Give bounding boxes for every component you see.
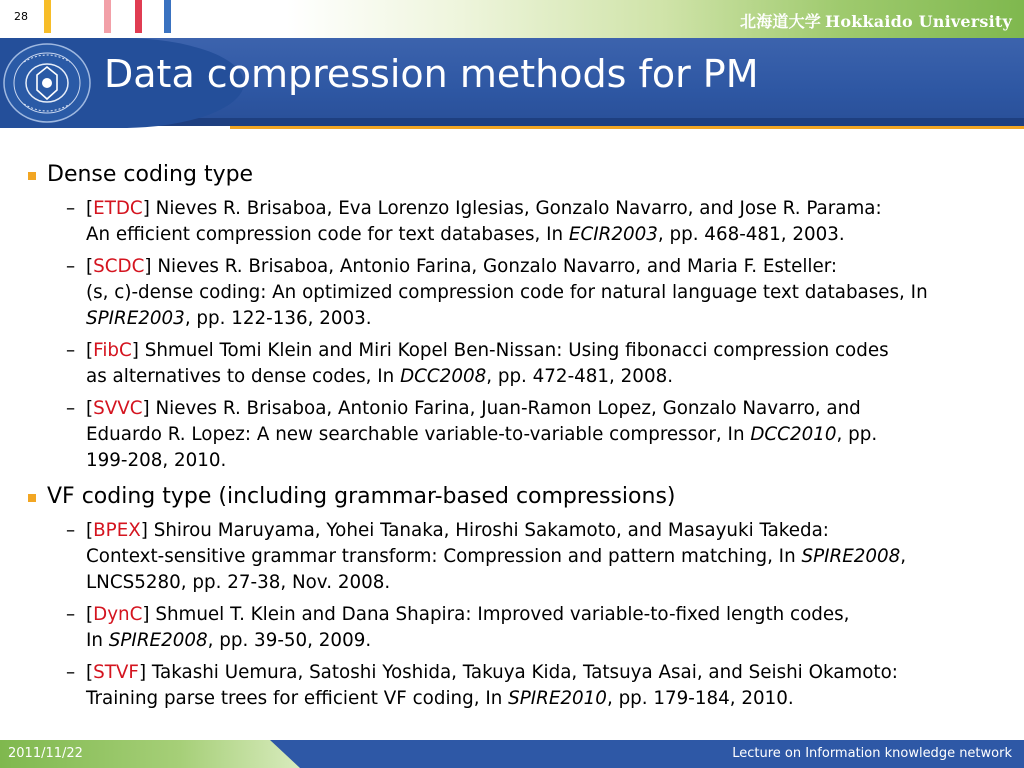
reference-pages: , pp. 468-481, 2003. xyxy=(657,224,845,245)
reference-pages: , pp. 179-184, 2010. xyxy=(606,688,794,709)
dash-marker: – xyxy=(66,662,76,683)
bullet-square-icon xyxy=(28,172,36,180)
dash-marker: – xyxy=(66,198,76,219)
reference-key: BPEX xyxy=(93,520,141,541)
reference-pages: , pp. xyxy=(836,424,878,445)
reference-venue: SPIRE2008 xyxy=(108,630,208,651)
reference-venue: SPIRE2008 xyxy=(801,546,901,567)
reference-pages: 199-208, 2010. xyxy=(86,450,227,471)
reference-key: STVF xyxy=(93,662,139,683)
dash-marker: – xyxy=(66,604,76,625)
title-accent-line xyxy=(230,126,1024,129)
university-seal-icon xyxy=(2,42,92,124)
decorative-stripe-red xyxy=(135,0,142,33)
footer-date: 2011/11/22 xyxy=(8,746,83,761)
reference-key: DynC xyxy=(93,604,143,625)
reference-authors: Shmuel T. Klein and Dana Shapira: Improved variable-to-fixed length codes, xyxy=(155,604,850,625)
reference-title: An efficient compression code for text databases, In xyxy=(86,224,569,245)
reference-venue: ECIR2003 xyxy=(568,224,658,245)
reference-key: SVVC xyxy=(93,398,143,419)
bullet-square-icon xyxy=(28,494,36,502)
dash-marker: – xyxy=(66,520,76,541)
reference-pages: LNCS5280, pp. 27-38, Nov. 2008. xyxy=(86,572,391,593)
dash-marker: – xyxy=(66,256,76,277)
reference-pages: , xyxy=(900,546,907,567)
reference-title: Eduardo R. Lopez: A new searchable variable-to-variable compressor, In xyxy=(86,424,751,445)
reference-venue: SPIRE2003 xyxy=(86,308,185,329)
section-heading-text: VF coding type (including grammar-based compressions) xyxy=(47,484,676,509)
reference-title: In xyxy=(86,630,109,651)
reference-title: (s, c)-dense coding: An optimized compression code for natural language text databases, In xyxy=(86,282,928,303)
reference-title: Context-sensitive grammar transform: Compression and pattern matching, In xyxy=(86,546,802,567)
reference-venue: SPIRE2010 xyxy=(508,688,607,709)
decorative-stripe-yellow xyxy=(44,0,51,33)
reference-key: ETDC xyxy=(93,198,143,219)
reference-title: Training parse trees for efficient VF coding, In xyxy=(86,688,509,709)
reference-venue: DCC2010 xyxy=(750,424,837,445)
university-name-en: Hokkaido University xyxy=(825,12,1012,31)
university-name-jp: 北海道大学 xyxy=(740,12,822,31)
footer-course-title: Lecture on Information knowledge network xyxy=(732,746,1012,761)
reference-authors: Nieves R. Brisaboa, Antonio Farina, Juan-Ramon Lopez, Gonzalo Navarro, and xyxy=(155,398,861,419)
reference-title: as alternatives to dense codes, In xyxy=(86,366,401,387)
reference-authors: Shmuel Tomi Klein and Miri Kopel Ben-Nissan: Using fibonacci compression codes xyxy=(144,340,889,361)
reference-authors: Shirou Maruyama, Yohei Tanaka, Hiroshi Sakamoto, and Masayuki Takeda: xyxy=(153,520,829,541)
slide-title: Data compression methods for PM xyxy=(104,52,759,96)
reference-pages: , pp. 39-50, 2009. xyxy=(207,630,372,651)
section-heading-text: Dense coding type xyxy=(47,162,254,187)
reference-key: SCDC xyxy=(93,256,145,277)
dash-marker: – xyxy=(66,398,76,419)
reference-pages: , pp. 122-136, 2003. xyxy=(184,308,372,329)
reference-venue: DCC2008 xyxy=(400,366,487,387)
reference-key: FibC xyxy=(93,340,132,361)
decorative-stripe-pink xyxy=(104,0,111,33)
reference-authors: Takashi Uemura, Satoshi Yoshida, Takuya Kida, Tatsuya Asai, and Seishi Okamoto: xyxy=(151,662,898,683)
dash-marker: – xyxy=(66,340,76,361)
reference-authors: Nieves R. Brisaboa, Antonio Farina, Gonzalo Navarro, and Maria F. Esteller: xyxy=(157,256,838,277)
reference-pages: , pp. 472-481, 2008. xyxy=(486,366,674,387)
decorative-stripe-blue xyxy=(164,0,171,33)
reference-authors: Nieves R. Brisaboa, Eva Lorenzo Iglesias, Gonzalo Navarro, and Jose R. Parama: xyxy=(155,198,882,219)
university-name xyxy=(740,9,1012,32)
page-number: 28 xyxy=(14,10,28,23)
